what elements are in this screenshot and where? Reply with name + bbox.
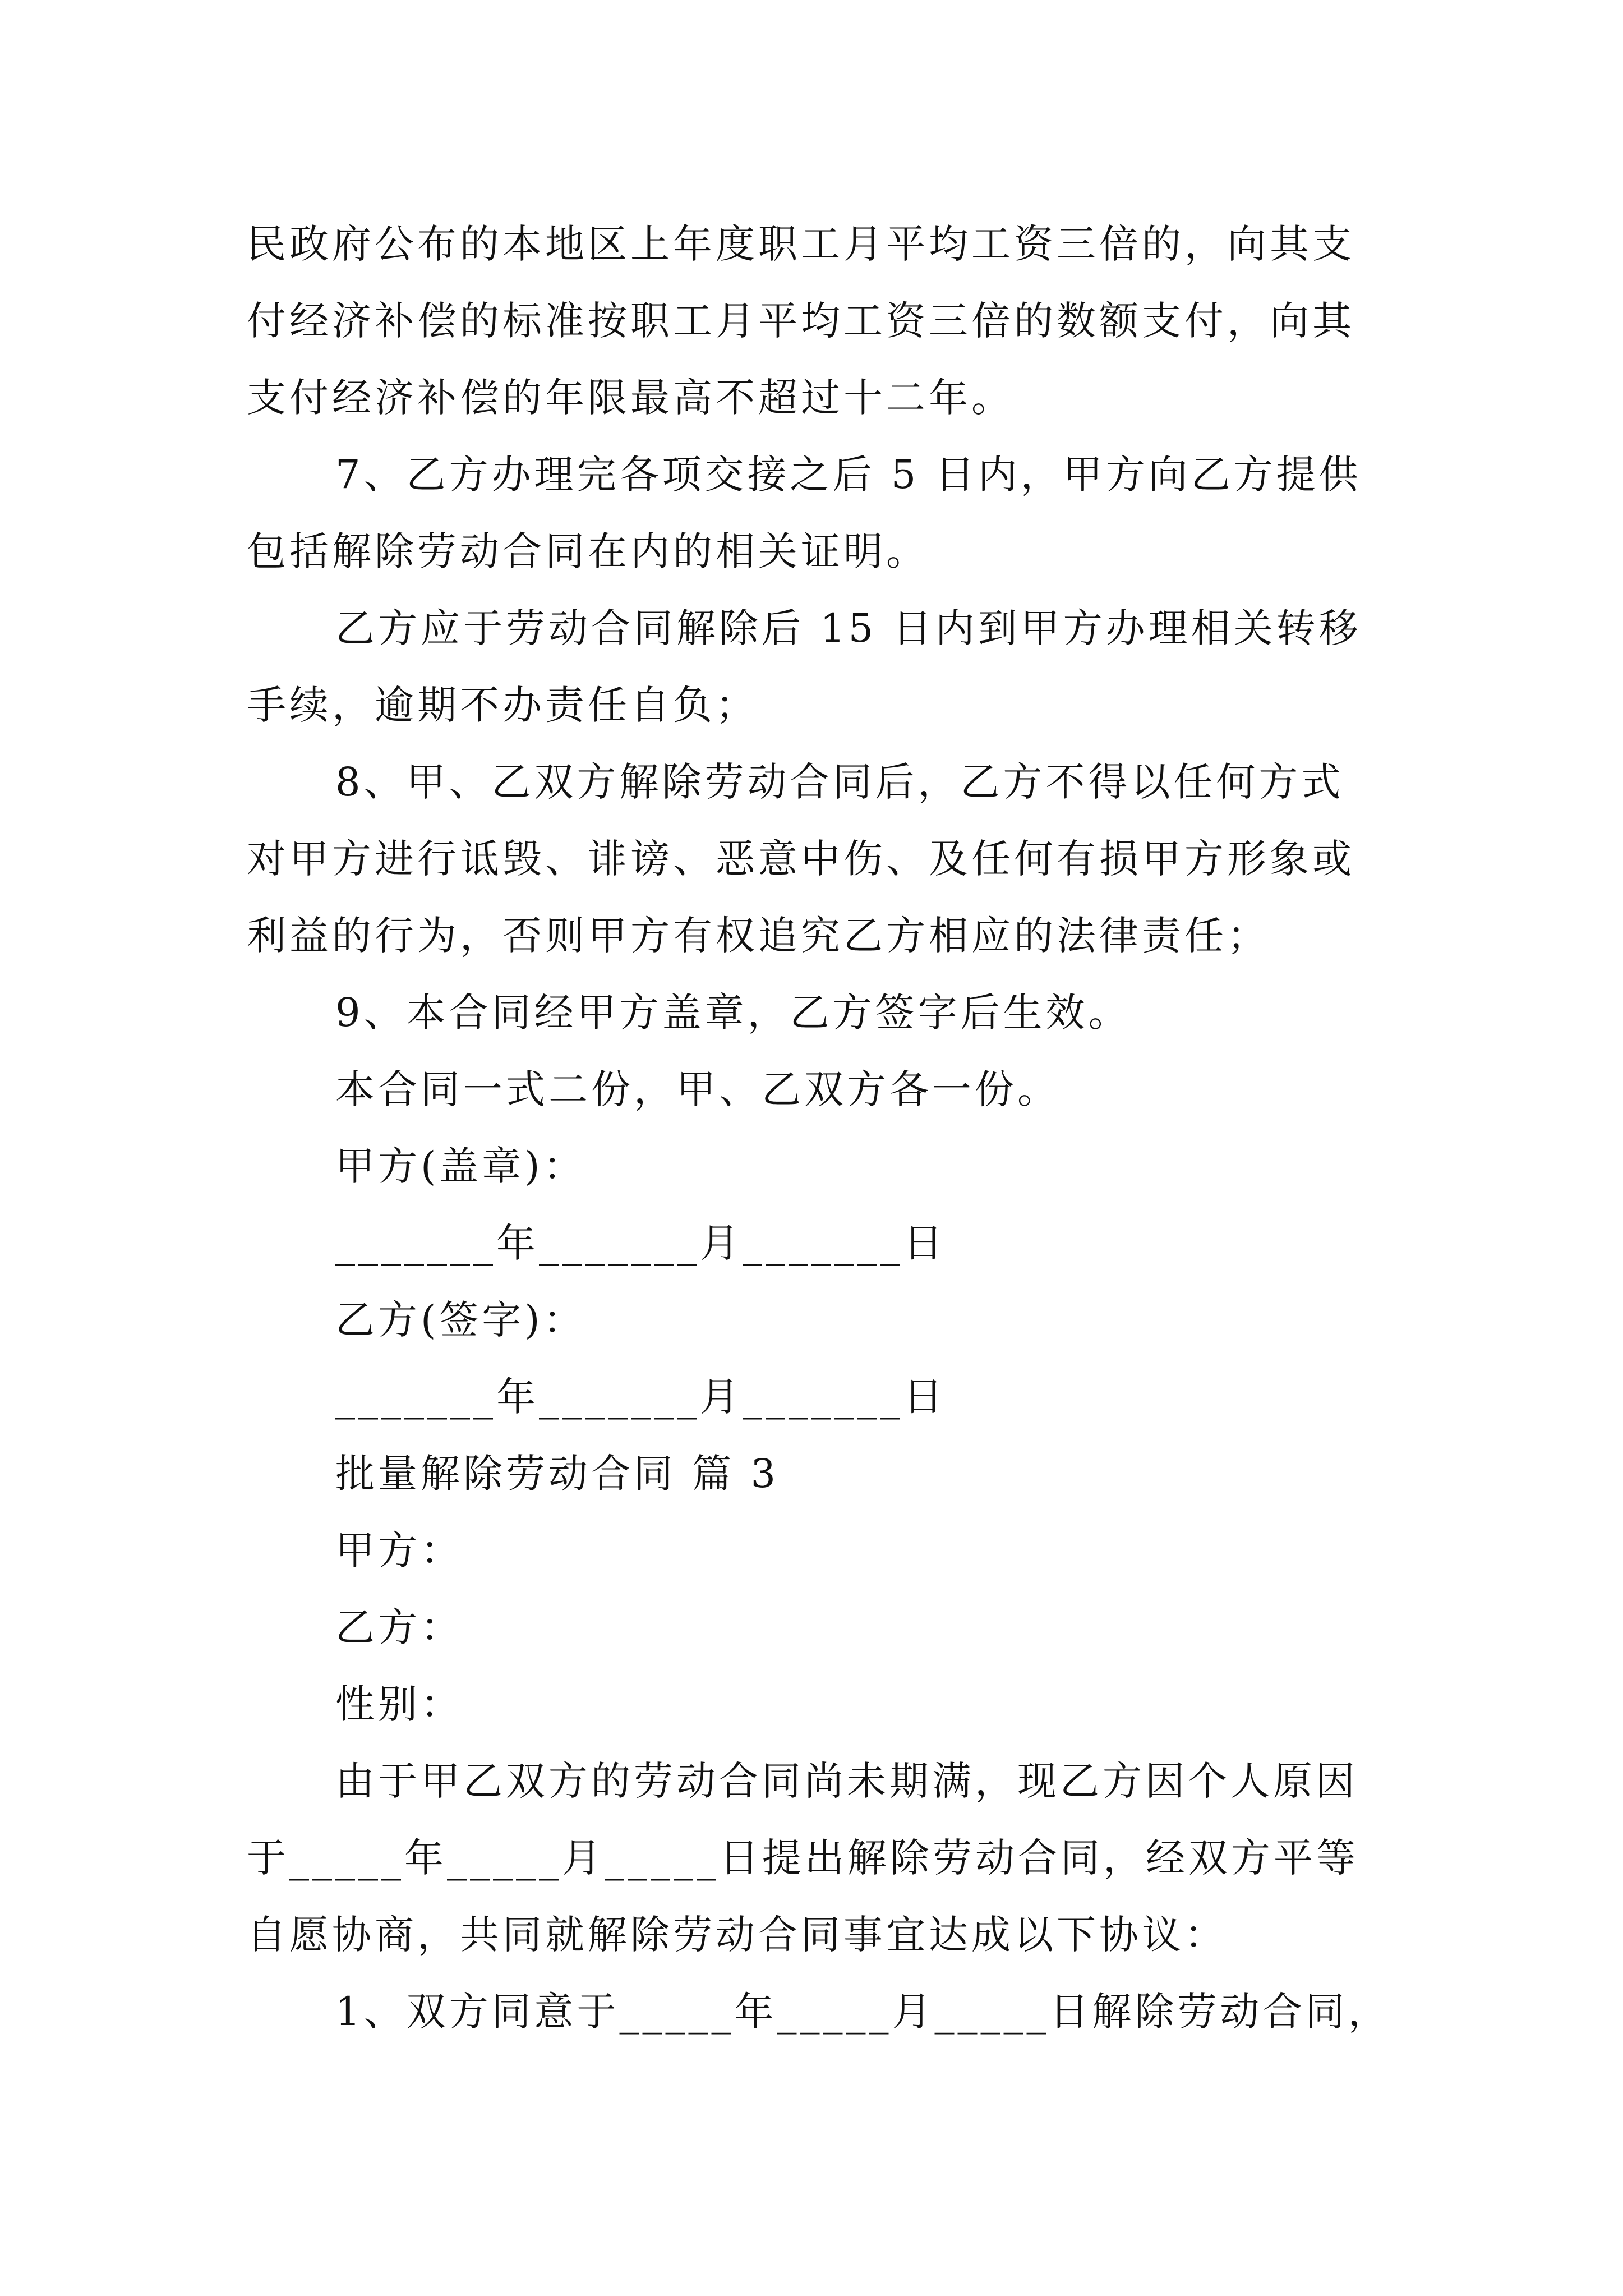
signature-label-party-b: 乙方(签字)：	[335, 1297, 586, 1343]
text-line: 利益的行为，否则甲方有权追究乙方相应的法律责任；	[247, 913, 1270, 959]
field-label-party-a: 甲方：	[335, 1527, 463, 1573]
text-line: 民政府公布的本地区上年度职工月平均工资三倍的，向其支	[247, 221, 1355, 267]
text-line: 付经济补偿的标准按职工月平均工资三倍的数额支付，向其	[247, 298, 1355, 344]
text-line: 对甲方进行诋毁、诽谤、恶意中伤、及任何有损甲方形象或	[247, 836, 1355, 882]
field-label-party-b: 乙方：	[335, 1604, 463, 1650]
text-line: 1、双方同意于_____年_____月_____日解除劳动合同，	[335, 1989, 1391, 2035]
text-line: 支付经济补偿的年限最高不超过十二年。	[247, 375, 1014, 421]
text-line: 8、甲、乙双方解除劳动合同后，乙方不得以任何方式	[335, 759, 1344, 805]
text-line: 于_____年_____月_____日提出解除劳动合同，经双方平等	[247, 1835, 1359, 1881]
text-line: 由于甲乙双方的劳动合同尚未期满，现乙方因个人原因	[335, 1758, 1358, 1804]
text-line: 包括解除劳动合同在内的相关证明。	[247, 528, 929, 574]
text-line: 7、乙方办理完各项交接之后 5 日内，甲方向乙方提供	[335, 452, 1362, 498]
text-line: 手续，逾期不办责任自负；	[247, 682, 758, 728]
field-label-gender: 性别：	[335, 1681, 463, 1727]
date-blank-line: _______年_______月_______日	[335, 1374, 946, 1420]
date-blank-line: _______年_______月_______日	[335, 1220, 946, 1266]
text-line: 乙方应于劳动合同解除后 15 日内到甲方办理相关转移	[335, 605, 1362, 651]
section-heading: 批量解除劳动合同 篇 3	[335, 1451, 780, 1497]
text-line: 9、本合同经甲方盖章，乙方签字后生效。	[335, 990, 1131, 1036]
signature-label-party-a: 甲方(盖章)：	[335, 1143, 586, 1189]
text-line: 自愿协商，共同就解除劳动合同事宜达成以下协议：	[247, 1912, 1227, 1958]
text-line: 本合同一式二份，甲、乙双方各一份。	[335, 1066, 1060, 1112]
